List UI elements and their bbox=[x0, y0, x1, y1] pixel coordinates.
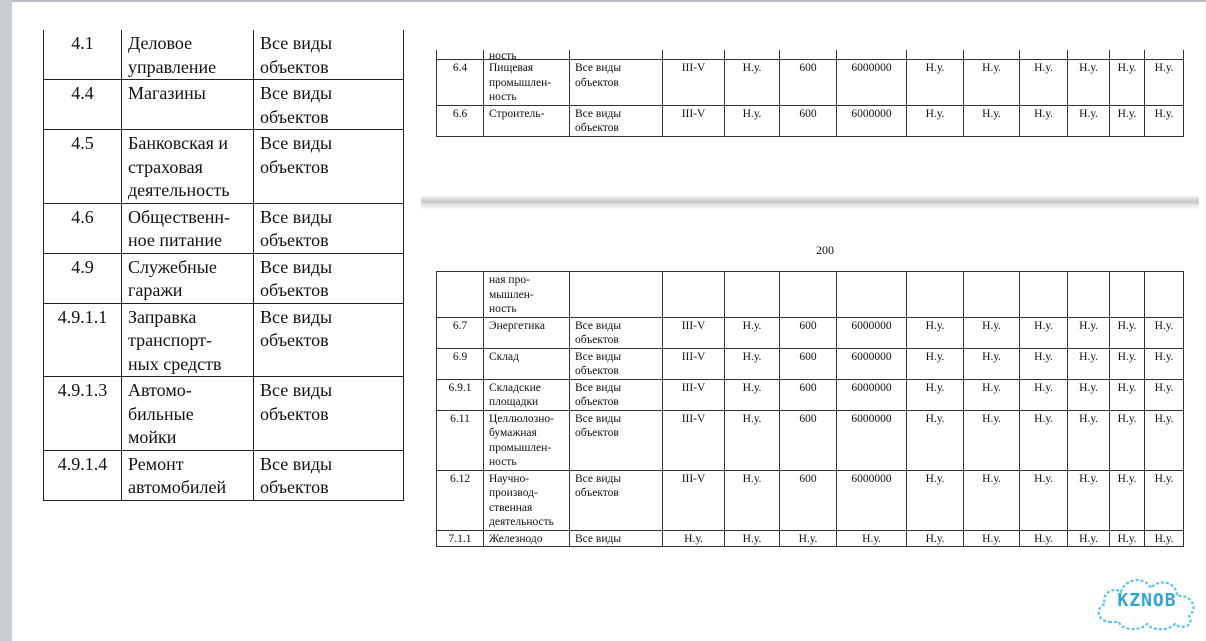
continuation-cell bbox=[837, 272, 907, 318]
table-row bbox=[437, 470, 1184, 530]
page-separator bbox=[421, 196, 1199, 210]
continuation-cell bbox=[1068, 272, 1110, 318]
value-cell: Н.у. bbox=[1020, 348, 1068, 379]
value-cell: Н.у. bbox=[1110, 348, 1145, 379]
value-cell: Н.у. bbox=[1145, 317, 1184, 348]
use-name-cell: Магазины bbox=[122, 80, 254, 130]
value-cell: 6000000 bbox=[837, 410, 907, 470]
value-cell: Н.у. bbox=[907, 60, 964, 106]
value-cell: Н.у. bbox=[1068, 60, 1110, 106]
table-row bbox=[44, 30, 404, 80]
continuation-cell bbox=[907, 272, 964, 318]
window-left-border bbox=[0, 0, 12, 641]
value-cell: Н.у. bbox=[725, 530, 780, 547]
partial-cell bbox=[1145, 50, 1184, 60]
continuation-cell: ная про- мышлен- ность bbox=[484, 272, 570, 318]
use-name-cell: Ремонт автомобилей bbox=[122, 450, 254, 500]
value-cell: Н.у. bbox=[964, 60, 1020, 106]
class-cell: III-V bbox=[663, 379, 725, 410]
value-cell: Н.у. bbox=[964, 348, 1020, 379]
objects-cell: Все виды объектов bbox=[570, 317, 663, 348]
value-cell: Н.у. bbox=[1068, 379, 1110, 410]
class-cell: III-V bbox=[663, 105, 725, 136]
partial-cell bbox=[837, 50, 907, 60]
objects-cell: Все виды объектов bbox=[254, 450, 404, 500]
value-cell: 6000000 bbox=[837, 317, 907, 348]
value-cell: 600 bbox=[780, 410, 837, 470]
objects-cell: Все виды объектов bbox=[254, 377, 404, 451]
value-cell: Н.у. bbox=[1145, 348, 1184, 379]
objects-cell: Все виды объектов bbox=[570, 470, 663, 530]
use-name-cell: Складские площадки bbox=[484, 379, 570, 410]
class-cell: III-V bbox=[663, 317, 725, 348]
value-cell: Н.у. bbox=[725, 470, 780, 530]
value-cell: Н.у. bbox=[1068, 348, 1110, 379]
value-cell: 6000000 bbox=[837, 60, 907, 106]
table-row bbox=[44, 253, 404, 303]
value-cell: Н.у. bbox=[1068, 105, 1110, 136]
value-cell: 600 bbox=[780, 105, 837, 136]
value-cell: Н.у. bbox=[907, 348, 964, 379]
code-cell: 7.1.1 bbox=[437, 530, 484, 547]
objects-cell: Все виды объектов bbox=[570, 105, 663, 136]
code-cell: 4.1 bbox=[44, 30, 122, 80]
use-name-cell: Пищевая промышлен- ность bbox=[484, 60, 570, 106]
code-cell: 4.6 bbox=[44, 203, 122, 253]
table-row bbox=[44, 80, 404, 130]
value-cell: Н.у. bbox=[907, 379, 964, 410]
value-cell: Н.у. bbox=[1020, 105, 1068, 136]
value-cell: Н.у. bbox=[964, 317, 1020, 348]
table-row bbox=[44, 130, 404, 204]
value-cell: Н.у. bbox=[1145, 379, 1184, 410]
class-cell: III-V bbox=[663, 60, 725, 106]
table-row bbox=[437, 348, 1184, 379]
value-cell: 600 bbox=[780, 60, 837, 106]
code-cell: 6.9.1 bbox=[437, 379, 484, 410]
code-cell: 6.6 bbox=[437, 105, 484, 136]
class-cell: Н.у. bbox=[663, 530, 725, 547]
continuation-cell bbox=[725, 272, 780, 318]
partial-cell bbox=[1020, 50, 1068, 60]
code-cell: 6.4 bbox=[437, 60, 484, 106]
objects-cell: Все виды объектов bbox=[254, 130, 404, 204]
partial-cell: ность bbox=[484, 50, 570, 60]
value-cell: 6000000 bbox=[837, 105, 907, 136]
partial-cell bbox=[780, 50, 837, 60]
table-row bbox=[437, 317, 1184, 348]
table-row bbox=[437, 379, 1184, 410]
use-name-cell: Автомо- бильные мойки bbox=[122, 377, 254, 451]
value-cell: Н.у. bbox=[1068, 317, 1110, 348]
bottom-page-table bbox=[436, 271, 1184, 547]
class-cell: III-V bbox=[663, 470, 725, 530]
objects-cell: Все виды объектов bbox=[254, 303, 404, 377]
code-cell: 6.9 bbox=[437, 348, 484, 379]
value-cell: Н.у. bbox=[1020, 470, 1068, 530]
objects-cell: Все виды объектов bbox=[254, 203, 404, 253]
table-row bbox=[44, 377, 404, 451]
value-cell: Н.у. bbox=[725, 317, 780, 348]
continuation-cell bbox=[780, 272, 837, 318]
value-cell: Н.у. bbox=[1145, 410, 1184, 470]
use-name-cell: Целлюлозно- бумажная промышлен- ность bbox=[484, 410, 570, 470]
code-cell: 4.9.1.1 bbox=[44, 303, 122, 377]
partial-cell bbox=[1110, 50, 1145, 60]
bottom-page-fragment bbox=[436, 271, 1186, 545]
value-cell: 6000000 bbox=[837, 470, 907, 530]
value-cell: Н.у. bbox=[907, 470, 964, 530]
value-cell: Н.у. bbox=[964, 530, 1020, 547]
objects-cell: Все виды объектов bbox=[254, 30, 404, 80]
continuation-cell bbox=[663, 272, 725, 318]
kznob-logo bbox=[1091, 570, 1203, 634]
value-cell: Н.у. bbox=[1068, 530, 1110, 547]
partial-row bbox=[437, 50, 1184, 60]
objects-cell: Все виды объектов bbox=[570, 348, 663, 379]
use-name-cell: Строитель- bbox=[484, 105, 570, 136]
use-name-cell: Деловое управление bbox=[122, 30, 254, 80]
continuation-cell bbox=[570, 272, 663, 318]
value-cell: Н.у. bbox=[1110, 530, 1145, 547]
class-cell: III-V bbox=[663, 348, 725, 379]
value-cell: 600 bbox=[780, 348, 837, 379]
partial-cell bbox=[725, 50, 780, 60]
value-cell: 600 bbox=[780, 379, 837, 410]
value-cell: Н.у. bbox=[1020, 410, 1068, 470]
table-row bbox=[437, 410, 1184, 470]
objects-cell: Все виды объектов bbox=[570, 60, 663, 106]
use-name-cell: Общественн- ное питание bbox=[122, 203, 254, 253]
partial-cell bbox=[907, 50, 964, 60]
top-page-table bbox=[436, 50, 1184, 137]
value-cell: 600 bbox=[780, 317, 837, 348]
table-row bbox=[437, 530, 1184, 547]
left-zoning-table bbox=[43, 30, 404, 501]
continuation-cell bbox=[1020, 272, 1068, 318]
logo-text: KZNOB bbox=[1117, 590, 1177, 611]
value-cell: Н.у. bbox=[1068, 410, 1110, 470]
value-cell: Н.у. bbox=[725, 348, 780, 379]
value-cell: 600 bbox=[780, 470, 837, 530]
code-cell: 4.9.1.3 bbox=[44, 377, 122, 451]
continuation-cell bbox=[1145, 272, 1184, 318]
use-name-cell: Энергетика bbox=[484, 317, 570, 348]
continuation-row bbox=[437, 272, 1184, 318]
use-name-cell: Банковская и страховая деятельность bbox=[122, 130, 254, 204]
value-cell: Н.у. bbox=[964, 105, 1020, 136]
continuation-cell bbox=[1110, 272, 1145, 318]
class-cell: III-V bbox=[663, 410, 725, 470]
value-cell: Н.у. bbox=[780, 530, 837, 547]
value-cell: Н.у. bbox=[1020, 379, 1068, 410]
value-cell: Н.у. bbox=[725, 105, 780, 136]
objects-cell: Все виды объектов bbox=[570, 379, 663, 410]
value-cell: Н.у. bbox=[1068, 470, 1110, 530]
value-cell: Н.у. bbox=[907, 105, 964, 136]
value-cell: Н.у. bbox=[964, 410, 1020, 470]
code-cell: 6.12 bbox=[437, 470, 484, 530]
value-cell: Н.у. bbox=[725, 410, 780, 470]
use-name-cell: Железнодо bbox=[484, 530, 570, 547]
continuation-cell bbox=[964, 272, 1020, 318]
value-cell: Н.у. bbox=[1110, 470, 1145, 530]
value-cell: Н.у. bbox=[1110, 317, 1145, 348]
objects-cell: Все виды bbox=[570, 530, 663, 547]
value-cell: Н.у. bbox=[964, 379, 1020, 410]
code-cell: 4.5 bbox=[44, 130, 122, 204]
value-cell: 6000000 bbox=[837, 379, 907, 410]
code-cell: 4.4 bbox=[44, 80, 122, 130]
value-cell: Н.у. bbox=[907, 530, 964, 547]
value-cell: Н.у. bbox=[1020, 317, 1068, 348]
value-cell: Н.у. bbox=[907, 317, 964, 348]
value-cell: Н.у. bbox=[1110, 105, 1145, 136]
use-name-cell: Научно- производ- ственная деятельность bbox=[484, 470, 570, 530]
use-name-cell: Заправка транспорт- ных средств bbox=[122, 303, 254, 377]
code-cell: 6.7 bbox=[437, 317, 484, 348]
table-row bbox=[44, 203, 404, 253]
top-page-fragment bbox=[436, 50, 1186, 140]
use-name-cell: Склад bbox=[484, 348, 570, 379]
partial-cell bbox=[964, 50, 1020, 60]
value-cell: Н.у. bbox=[725, 60, 780, 106]
partial-cell bbox=[437, 50, 484, 60]
partial-cell bbox=[570, 50, 663, 60]
objects-cell: Все виды объектов bbox=[570, 410, 663, 470]
table-row bbox=[44, 450, 404, 500]
code-cell: 4.9.1.4 bbox=[44, 450, 122, 500]
value-cell: Н.у. bbox=[1145, 470, 1184, 530]
value-cell: Н.у. bbox=[837, 530, 907, 547]
objects-cell: Все виды объектов bbox=[254, 80, 404, 130]
value-cell: Н.у. bbox=[725, 379, 780, 410]
code-cell: 6.11 bbox=[437, 410, 484, 470]
value-cell: Н.у. bbox=[1145, 105, 1184, 136]
table-row bbox=[44, 303, 404, 377]
value-cell: Н.у. bbox=[1110, 410, 1145, 470]
partial-cell bbox=[1068, 50, 1110, 60]
value-cell: Н.у. bbox=[964, 470, 1020, 530]
value-cell: Н.у. bbox=[1145, 530, 1184, 547]
window-top-border bbox=[0, 0, 1206, 2]
table-row bbox=[437, 60, 1184, 106]
use-name-cell: Служебные гаражи bbox=[122, 253, 254, 303]
value-cell: 6000000 bbox=[837, 348, 907, 379]
table-row bbox=[437, 105, 1184, 136]
value-cell: Н.у. bbox=[1145, 60, 1184, 106]
page-number: 200 bbox=[816, 243, 834, 257]
value-cell: Н.у. bbox=[1020, 530, 1068, 547]
value-cell: Н.у. bbox=[1020, 60, 1068, 106]
value-cell: Н.у. bbox=[1110, 60, 1145, 106]
objects-cell: Все виды объектов bbox=[254, 253, 404, 303]
partial-cell bbox=[663, 50, 725, 60]
continuation-cell bbox=[437, 272, 484, 318]
value-cell: Н.у. bbox=[1110, 379, 1145, 410]
code-cell: 4.9 bbox=[44, 253, 122, 303]
value-cell: Н.у. bbox=[907, 410, 964, 470]
